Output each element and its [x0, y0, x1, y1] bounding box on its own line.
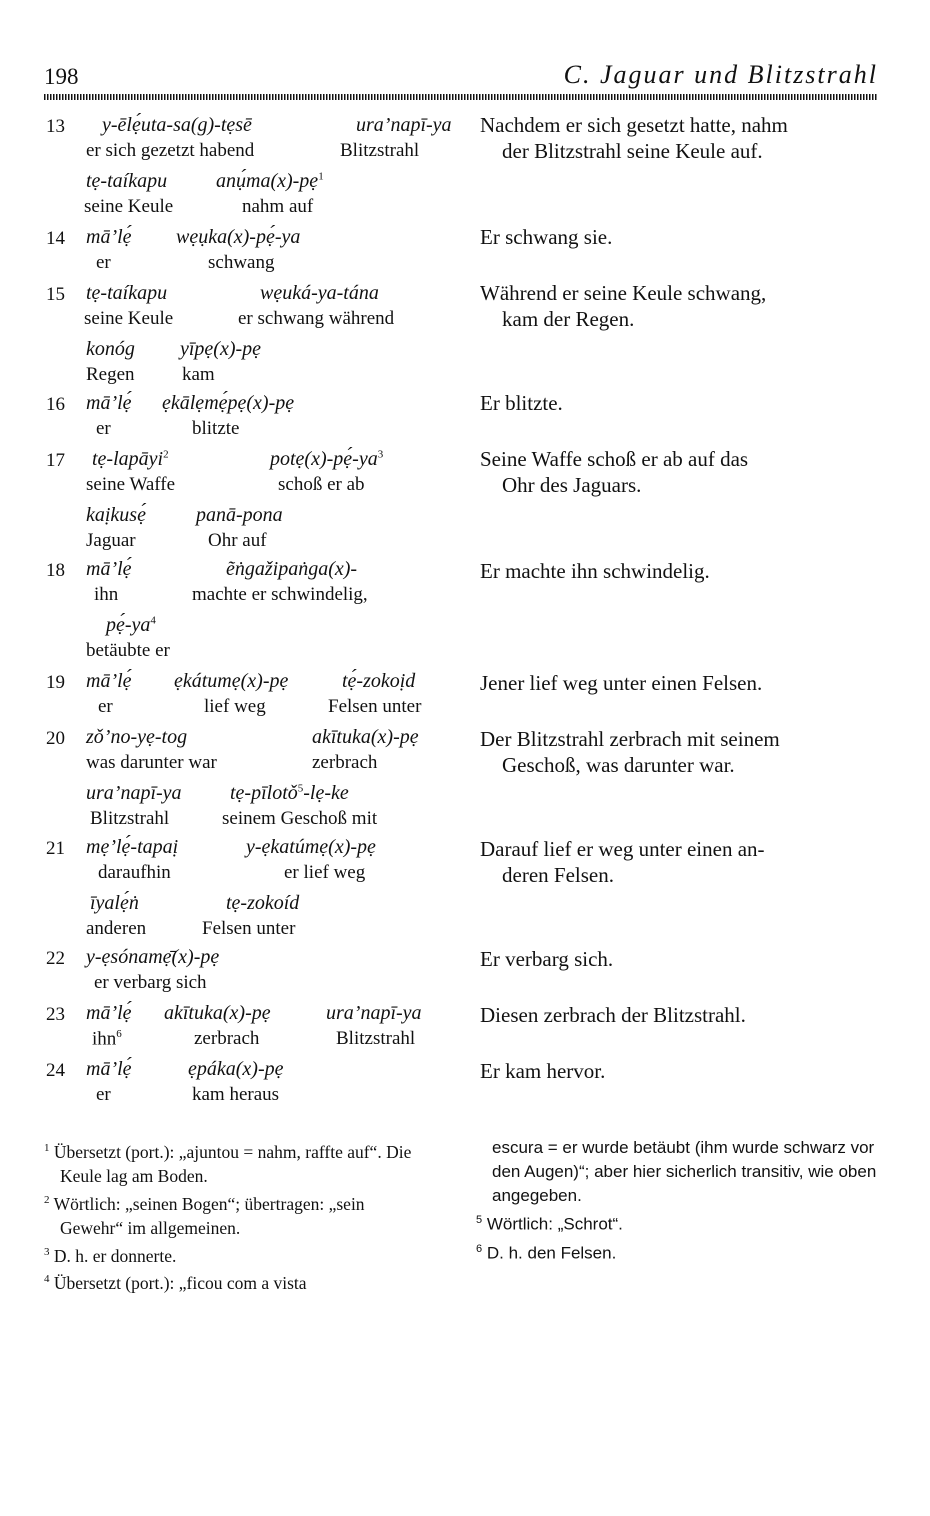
native-word: tẹ-zokoíd: [226, 892, 300, 914]
gloss: seine Waffe: [86, 474, 176, 495]
gloss: seine Keule: [84, 308, 174, 329]
native-word: tẹ́-zokoịd: [342, 670, 416, 692]
gloss: ihn$^6$: [92, 1028, 122, 1050]
native-word: akītuka(x)-pẹ: [164, 1002, 271, 1024]
gloss: lief weg: [204, 696, 266, 717]
native-word: ẹpáka(x)-pẹ: [188, 1058, 284, 1080]
native-word: mā’lẹ́: [86, 670, 132, 692]
translation: Er machte ihn schwindelig.: [480, 559, 710, 583]
native-word: tẹ-pīlotǒ$^5$-lẹ-ke: [230, 782, 349, 804]
gloss: Felsen unter: [202, 918, 296, 939]
native-word: wẹuká-ya-tána: [260, 282, 379, 304]
gloss: er sich gezetzt habend: [86, 140, 255, 161]
native-word: īyalẹ́ṅ: [90, 892, 139, 914]
line-number: 13: [46, 116, 65, 137]
native-word: mā’lẹ́: [86, 1058, 132, 1080]
translation: Jener lief weg unter einen Felsen.: [480, 671, 763, 695]
gloss: er lief weg: [284, 862, 366, 883]
gloss: Blitzstrahl: [336, 1028, 416, 1049]
native-word: akītuka(x)-pẹ: [312, 726, 419, 748]
gloss: zerbrach: [194, 1028, 260, 1049]
gloss: Felsen unter: [328, 696, 422, 717]
gloss: Blitzstrahl: [90, 808, 170, 829]
native-word: tẹ-taíkapu: [86, 170, 168, 192]
line-number: 20: [46, 728, 65, 749]
line-number: 17: [46, 450, 65, 471]
translation: Der Blitzstrahl zerbrach mit seinem Geschoß, was darunter war.: [480, 727, 780, 777]
gloss: er: [96, 418, 111, 439]
native-word: panā-pona: [196, 504, 283, 526]
gloss: kam heraus: [192, 1084, 280, 1105]
footnotes-right: [476, 1136, 880, 1265]
native-word: kaịkusẹ́: [86, 504, 146, 526]
native-word: ura’napī-ya: [356, 114, 452, 136]
native-word: ura’napī-ya: [86, 782, 182, 804]
native-word: tẹ-lapāyi$^2$: [92, 448, 169, 470]
gloss: schoß er ab: [278, 474, 365, 495]
native-word: ẹkālẹmẹ́pẹ(x)-pẹ: [162, 392, 295, 414]
translation: Darauf lief er weg unter einen an- deren Felsen.: [480, 837, 765, 887]
gloss: er verbarg sich: [94, 972, 207, 993]
gloss: ihn: [94, 584, 119, 605]
gloss: blitzte: [192, 418, 240, 439]
native-word: tẹ-taíkapu: [86, 282, 168, 304]
gloss: was darunter war: [86, 752, 217, 773]
native-word: yīpẹ(x)-pẹ: [180, 338, 262, 360]
translation: Er blitzte.: [480, 391, 563, 415]
line-number: 21: [46, 838, 65, 859]
gloss: er: [98, 696, 113, 717]
page-number: 198: [44, 64, 79, 89]
translation: Diesen zerbrach der Blitzstrahl.: [480, 1003, 746, 1027]
line-number: 24: [46, 1060, 65, 1081]
native-word: ẽṅgažipaṅga(x)-: [226, 558, 358, 580]
native-word: konóg: [86, 338, 135, 360]
native-word: $pẹ́-ya^4$: [106, 614, 156, 636]
footnotes-left: [44, 1136, 432, 1295]
gloss: er: [96, 252, 111, 273]
native-word: zǒ’no-yẹ-tog: [86, 726, 188, 748]
native-word: mā’lẹ́: [86, 226, 132, 248]
translation: Er verbarg sich.: [480, 947, 614, 971]
line-number: 16: [46, 394, 65, 415]
line-number: 19: [46, 672, 65, 693]
gloss: seine Keule: [84, 196, 174, 217]
translation: Er kam hervor.: [480, 1059, 606, 1083]
gloss: Blitzstrahl: [340, 140, 420, 161]
line-number: 18: [46, 560, 65, 581]
gloss: er: [96, 1084, 111, 1105]
native-word: mẹ’lẹ́-tapaị: [86, 836, 179, 858]
line-number: 22: [46, 948, 65, 969]
native-word: ura’napī-ya: [326, 1002, 422, 1024]
native-word: $potẹ(x)-pẹ́-ya^3$: [270, 448, 384, 470]
translation: Seine Waffe schoß er ab auf das Ohr des Jaguars.: [480, 447, 749, 497]
gloss: machte er schwindelig,: [192, 584, 368, 605]
native-word: wẹụka(x)-pẹ́-ya: [176, 226, 301, 248]
gloss: er schwang während: [238, 308, 395, 329]
gloss: nahm auf: [242, 196, 314, 217]
native-word: mā’lẹ́: [86, 1002, 132, 1024]
gloss: betäubte er: [86, 640, 170, 661]
gloss: Ohr auf: [208, 530, 267, 551]
gloss: zerbrach: [312, 752, 378, 773]
translation: Nachdem er sich gesetzt hatte, nahm der Blitzstrahl seine Keule auf.: [480, 113, 788, 163]
native-word: y-ẹkatúmẹ(x)-pẹ: [246, 836, 376, 858]
gloss: kam: [182, 364, 215, 385]
footnote: $^2$ Wörtlich: „seinen Bogen“; übertragen: „sein Gewehr“ im allgemeinen.: [44, 1193, 365, 1238]
line-number: 23: [46, 1004, 65, 1025]
native-word: ẹkátumẹ(x)-pẹ: [174, 670, 289, 692]
gloss: seinem Geschoß mit: [222, 808, 378, 829]
footnote: $^1$ Übersetzt (port.): „ajuntou = nahm, raffte auf“. Die Keule lag am Boden.: [44, 1141, 412, 1186]
native-word: mā’lẹ́: [86, 558, 132, 580]
running-title: C. Jaguar und Blitzstrahl: [563, 60, 878, 89]
footnote: $^6$ D. h. den Felsen.: [476, 1242, 617, 1263]
native-word: mā’lẹ́: [86, 392, 132, 414]
native-word: y-ẹsónamẹ̄(x)-pẹ: [86, 946, 220, 968]
header-rule: [44, 94, 878, 100]
native-word: y-ēlẹ́uta-sa(g)-tẹsē: [102, 114, 252, 136]
line-number: 14: [46, 228, 65, 249]
gloss: Jaguar: [86, 530, 136, 551]
footnote: $^4$ Übersetzt (port.): „ficou com a vista: [44, 1273, 307, 1294]
gloss: schwang: [208, 252, 275, 273]
line-number: 15: [46, 284, 65, 305]
footnote: $^5$ Wörtlich: „Schrot“.: [476, 1214, 623, 1234]
translation: Er schwang sie.: [480, 225, 613, 249]
gloss: Regen: [86, 364, 135, 385]
native-word: anụ́ma(x)-pẹ$^1$: [216, 170, 324, 192]
footnote: $^3$ D. h. er donnerte.: [44, 1245, 177, 1266]
footnote-continuation: escura = er wurde betäubt (ihm wurde schwarz vor den Augen)“; aber hier sicherlich transitiv, wie oben angegeben.: [492, 1138, 877, 1205]
gloss: daraufhin: [98, 862, 171, 883]
translation: Während er seine Keule schwang, kam der Regen.: [480, 281, 767, 331]
gloss: anderen: [86, 918, 147, 939]
